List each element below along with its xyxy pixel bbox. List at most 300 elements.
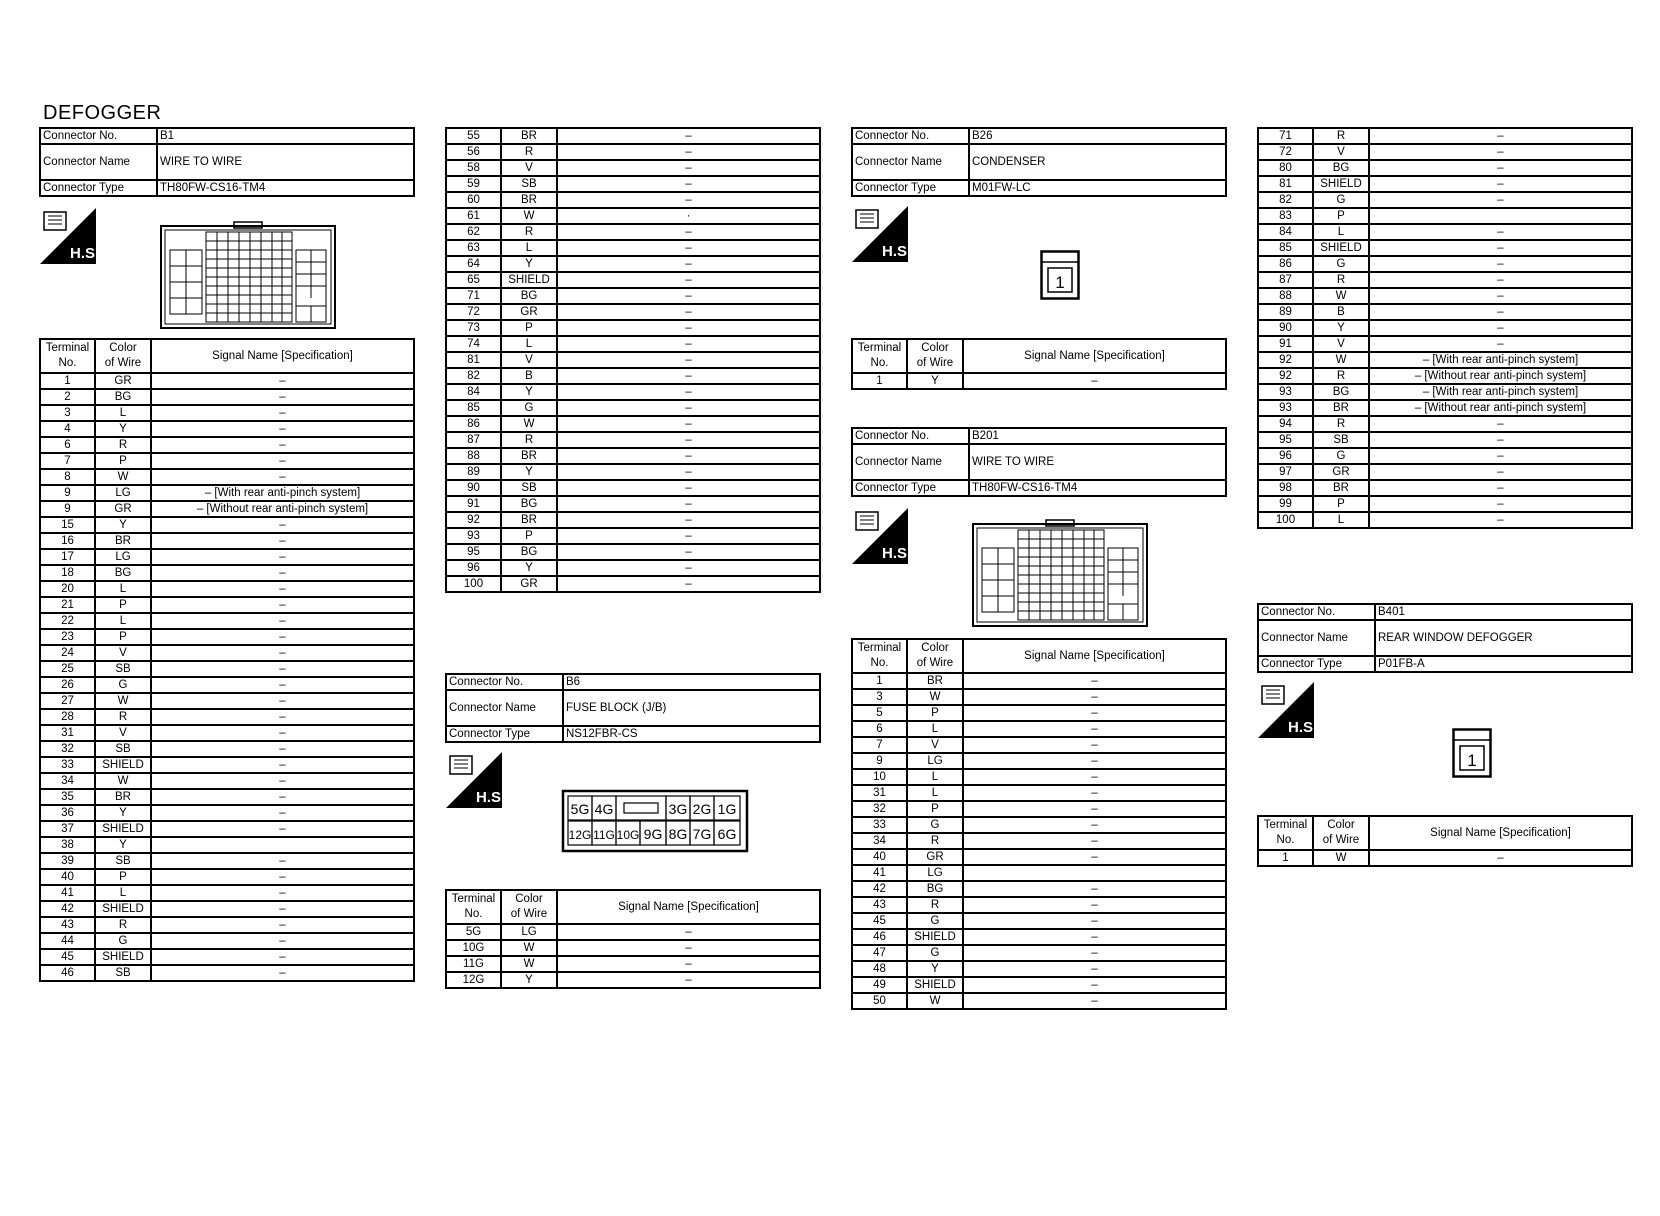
- terminal-no-cell: 3: [40, 405, 95, 421]
- wire-color-cell: R: [95, 709, 151, 725]
- wire-color-cell: BR: [95, 533, 151, 549]
- wire-color-cell: GR: [95, 373, 151, 389]
- table-row: [40, 709, 414, 725]
- table-row: [1258, 224, 1632, 240]
- wire-color-cell: BR: [501, 512, 557, 528]
- wire-color-cell: Y: [501, 972, 557, 988]
- connector-b1-terminal-table: [39, 338, 415, 982]
- signal-name-cell: –: [151, 549, 414, 565]
- table-row: [40, 373, 414, 389]
- terminal-no-cell: 85: [446, 400, 501, 416]
- connector-name-label: Connector Name: [852, 144, 969, 180]
- wire-color-cell: P: [95, 869, 151, 885]
- wire-color-cell: L: [95, 581, 151, 597]
- wire-color-cell: V: [501, 352, 557, 368]
- fuse-cell: 10G: [616, 828, 640, 842]
- signal-name-cell: –: [151, 629, 414, 645]
- table-row: [446, 192, 820, 208]
- table-row: [40, 805, 414, 821]
- table-row: [446, 256, 820, 272]
- wire-color-cell: V: [501, 160, 557, 176]
- signal-name-cell: –: [557, 576, 820, 592]
- wire-color-cell: SB: [95, 965, 151, 981]
- harness-side-icon: [446, 752, 506, 808]
- terminal-no-cell: 1: [852, 673, 907, 689]
- wire-color-cell: GR: [907, 849, 963, 865]
- table-row: [446, 272, 820, 288]
- table-row: [1258, 208, 1632, 224]
- table-row: [1258, 320, 1632, 336]
- table-row: [40, 453, 414, 469]
- terminal-no-cell: 24: [40, 645, 95, 661]
- table-row: [40, 853, 414, 869]
- table-row: [446, 304, 820, 320]
- terminal-no-cell: 5: [852, 705, 907, 721]
- signal-name-cell: –: [963, 737, 1226, 753]
- terminal-no-cell: 10G: [446, 940, 501, 956]
- table-row: [852, 977, 1226, 993]
- signal-name-cell: ·: [557, 208, 820, 224]
- connector-b26-terminals: [851, 338, 1227, 390]
- wire-color-cell: Y: [1313, 320, 1369, 336]
- signal-name-cell: –: [1369, 320, 1632, 336]
- connector-type-value: TH80FW-CS16-TM4: [157, 180, 414, 196]
- wire-color-cell: R: [1313, 368, 1369, 384]
- table-row: [1258, 448, 1632, 464]
- terminal-no-cell: 40: [40, 869, 95, 885]
- terminal-no-cell: 86: [1258, 256, 1313, 272]
- table-row: [446, 160, 820, 176]
- wire-color-cell: L: [95, 885, 151, 901]
- svg-text:1: 1: [1467, 751, 1477, 770]
- table-row: [446, 368, 820, 384]
- signal-name-cell: –: [151, 709, 414, 725]
- terminal-no-cell: 25: [40, 661, 95, 677]
- signal-name-cell: –: [557, 352, 820, 368]
- signal-name-cell: –: [1369, 304, 1632, 320]
- terminal-no-cell: 31: [852, 785, 907, 801]
- signal-name-cell: –: [557, 224, 820, 240]
- table-row: [40, 901, 414, 917]
- connector-name-value: FUSE BLOCK (J/B): [563, 690, 820, 726]
- signal-name-cell: –: [963, 881, 1226, 897]
- wire-color-cell: R: [1313, 416, 1369, 432]
- table-row: [852, 705, 1226, 721]
- terminal-no-cell: 43: [852, 897, 907, 913]
- table-row: [852, 961, 1226, 977]
- signal-name-cell: –: [151, 741, 414, 757]
- terminal-no-cell: 49: [852, 977, 907, 993]
- signal-name-cell: –: [963, 785, 1226, 801]
- terminal-no-cell: 48: [852, 961, 907, 977]
- wire-color-cell: L: [95, 613, 151, 629]
- wire-color-cell: P: [501, 528, 557, 544]
- terminal-no-cell: 15: [40, 517, 95, 533]
- terminal-no-cell: 85: [1258, 240, 1313, 256]
- signal-name-cell: –: [963, 993, 1226, 1009]
- connector-type-value: TH80FW-CS16-TM4: [969, 480, 1226, 496]
- signal-name-cell: –: [557, 972, 820, 988]
- connector-b401-terminal-table: [1257, 815, 1633, 867]
- table-row: [40, 565, 414, 581]
- wire-color-cell: R: [907, 897, 963, 913]
- table-row: [446, 528, 820, 544]
- wire-color-cell: GR: [1313, 464, 1369, 480]
- wire-color-cell: Y: [501, 560, 557, 576]
- signal-name-cell: –: [151, 565, 414, 581]
- terminal-no-cell: 84: [446, 384, 501, 400]
- signal-name-cell: –: [151, 773, 414, 789]
- table-row: [446, 400, 820, 416]
- table-row: [852, 913, 1226, 929]
- terminal-no-cell: 5G: [446, 924, 501, 940]
- signal-name-cell: – [Without rear anti-pinch system]: [1369, 368, 1632, 384]
- terminal-no-cell: 63: [446, 240, 501, 256]
- terminal-no-cell: 93: [446, 528, 501, 544]
- terminal-no-cell: 9: [852, 753, 907, 769]
- connector-type-label: Connector Type: [852, 180, 969, 196]
- wire-color-cell: P: [95, 453, 151, 469]
- terminal-no-cell: 59: [446, 176, 501, 192]
- signal-name-cell: –: [151, 853, 414, 869]
- terminal-no-cell: 6: [852, 721, 907, 737]
- wire-color-cell: W: [501, 940, 557, 956]
- connector-type-label: Connector Type: [40, 180, 157, 196]
- table-row: [1258, 176, 1632, 192]
- wire-color-cell: W: [1313, 850, 1369, 866]
- table-row: [40, 661, 414, 677]
- wire-color-cell: GR: [95, 501, 151, 517]
- signal-name-cell: –: [151, 421, 414, 437]
- terminal-no-cell: 20: [40, 581, 95, 597]
- column-4: [1257, 127, 1633, 529]
- table-row: [40, 789, 414, 805]
- signal-name-cell: –: [151, 597, 414, 613]
- table-row: [446, 144, 820, 160]
- terminal-no-cell: 58: [446, 160, 501, 176]
- column-1: [39, 127, 415, 197]
- terminal-no-cell: 43: [40, 917, 95, 933]
- wire-color-cell: SB: [95, 741, 151, 757]
- connector-no-value: B6: [563, 674, 820, 690]
- svg-text:H.S.: H.S.: [476, 789, 506, 806]
- table-row: [852, 929, 1226, 945]
- connector-type-value: P01FB-A: [1375, 656, 1632, 672]
- wire-color-cell: L: [501, 336, 557, 352]
- table-row: [40, 741, 414, 757]
- fuse-cell: 12G: [568, 828, 592, 842]
- terminal-no-cell: 96: [446, 560, 501, 576]
- signal-name-cell: –: [1369, 288, 1632, 304]
- connector-no-label: Connector No.: [446, 674, 563, 690]
- terminal-no-cell: 38: [40, 837, 95, 853]
- wire-color-cell: G: [95, 933, 151, 949]
- signal-name-cell: –: [151, 933, 414, 949]
- table-row: [1258, 496, 1632, 512]
- signal-name-cell: –: [557, 480, 820, 496]
- table-row: [1258, 400, 1632, 416]
- wire-color-cell: GR: [501, 304, 557, 320]
- table-row: [40, 517, 414, 533]
- signal-name-cell: –: [1369, 144, 1632, 160]
- wire-color-cell: BR: [501, 448, 557, 464]
- wire-color-cell: BG: [907, 881, 963, 897]
- table-row: [446, 240, 820, 256]
- connector-b1-terminal-table-cont: [445, 127, 821, 593]
- connector-no-value: B401: [1375, 604, 1632, 620]
- signal-name-cell: –: [557, 956, 820, 972]
- table-row: [1258, 464, 1632, 480]
- signal-name-cell: –: [963, 753, 1226, 769]
- signal-name-cell: –: [1369, 240, 1632, 256]
- table-row: [40, 533, 414, 549]
- wire-color-cell: B: [1313, 304, 1369, 320]
- terminal-no-cell: 71: [446, 288, 501, 304]
- wire-color-cell: G: [907, 817, 963, 833]
- terminal-no-cell: 41: [40, 885, 95, 901]
- terminal-table-header: Terminal No. Color of Wire Signal Name [Specification]: [1258, 816, 1632, 850]
- table-row: [1258, 336, 1632, 352]
- terminal-no-cell: 72: [446, 304, 501, 320]
- terminal-no-cell: 81: [1258, 176, 1313, 192]
- table-row: [1258, 256, 1632, 272]
- wire-color-cell: W: [501, 208, 557, 224]
- signal-name-cell: –: [557, 240, 820, 256]
- table-row: [852, 945, 1226, 961]
- table-row: [446, 448, 820, 464]
- wire-color-cell: P: [501, 320, 557, 336]
- table-row: [852, 373, 1226, 389]
- terminal-no-cell: 61: [446, 208, 501, 224]
- signal-name-cell: –: [1369, 192, 1632, 208]
- table-row: [852, 753, 1226, 769]
- wire-color-cell: V: [95, 645, 151, 661]
- terminal-no-cell: 92: [1258, 368, 1313, 384]
- svg-text:1: 1: [1055, 273, 1065, 292]
- signal-name-cell: –: [151, 517, 414, 533]
- terminal-no-cell: 47: [852, 945, 907, 961]
- table-row: [446, 940, 820, 956]
- wire-color-cell: BG: [1313, 160, 1369, 176]
- terminal-no-cell: 72: [1258, 144, 1313, 160]
- terminal-no-cell: 92: [446, 512, 501, 528]
- terminal-no-cell: 74: [446, 336, 501, 352]
- wire-color-cell: SHIELD: [501, 272, 557, 288]
- terminal-no-cell: 12G: [446, 972, 501, 988]
- terminal-no-cell: 40: [852, 849, 907, 865]
- wire-color-cell: G: [1313, 256, 1369, 272]
- connector-name-value: WIRE TO WIRE: [969, 444, 1226, 480]
- wire-color-cell: Y: [501, 384, 557, 400]
- wire-color-cell: V: [95, 725, 151, 741]
- signal-name-cell: –: [963, 673, 1226, 689]
- terminal-no-cell: 1: [852, 373, 907, 389]
- table-row: [40, 677, 414, 693]
- terminal-no-cell: 56: [446, 144, 501, 160]
- wire-color-cell: SHIELD: [95, 949, 151, 965]
- table-row: [446, 384, 820, 400]
- fuse-cell: 11G: [593, 828, 615, 842]
- connector-b26: [851, 127, 1227, 197]
- signal-name-cell: –: [557, 128, 820, 144]
- signal-name-cell: –: [557, 272, 820, 288]
- signal-name-cell: –: [963, 945, 1226, 961]
- signal-name-cell: –: [151, 757, 414, 773]
- wire-color-cell: Y: [501, 256, 557, 272]
- wire-color-cell: W: [95, 773, 151, 789]
- table-row: [40, 725, 414, 741]
- table-row: [852, 881, 1226, 897]
- connector-b6-header: [445, 673, 821, 743]
- connector-type-label: Connector Type: [1258, 656, 1375, 672]
- signal-name-cell: –: [151, 469, 414, 485]
- fuse-block-face-icon: [562, 790, 748, 852]
- signal-name-cell: –: [151, 885, 414, 901]
- connector-b201-terminal-table: [851, 638, 1227, 1010]
- table-row: [852, 721, 1226, 737]
- signal-name-cell: –: [963, 373, 1226, 389]
- fuse-cell: 6G: [717, 826, 737, 842]
- wire-color-cell: SHIELD: [907, 929, 963, 945]
- fuse-cell: 2G: [692, 801, 712, 817]
- wire-color-cell: BG: [501, 496, 557, 512]
- signal-name-cell: –: [963, 961, 1226, 977]
- signal-name-cell: – [With rear anti-pinch system]: [151, 485, 414, 501]
- wire-color-cell: BR: [501, 192, 557, 208]
- terminal-no-cell: 36: [40, 805, 95, 821]
- table-row: [1258, 144, 1632, 160]
- terminal-no-cell: 81: [446, 352, 501, 368]
- table-row: [1258, 272, 1632, 288]
- harness-side-icon: [852, 508, 912, 564]
- terminal-no-cell: 83: [1258, 208, 1313, 224]
- signal-name-cell: –: [557, 320, 820, 336]
- fuse-cell: 5G: [570, 801, 590, 817]
- wire-color-cell: BG: [501, 544, 557, 560]
- table-row: [852, 673, 1226, 689]
- terminal-no-cell: 2: [40, 389, 95, 405]
- table-row: [1258, 512, 1632, 528]
- signal-name-cell: –: [963, 977, 1226, 993]
- connector-no-value: B1: [157, 128, 414, 144]
- wire-color-cell: V: [1313, 336, 1369, 352]
- terminal-no-cell: 9: [40, 485, 95, 501]
- wire-color-cell: LG: [907, 753, 963, 769]
- terminal-no-cell: 4: [40, 421, 95, 437]
- table-row: [852, 833, 1226, 849]
- table-row: [446, 924, 820, 940]
- table-row: [1258, 304, 1632, 320]
- wire-color-cell: R: [95, 437, 151, 453]
- wire-color-cell: W: [907, 993, 963, 1009]
- terminal-no-cell: 21: [40, 597, 95, 613]
- terminal-no-cell: 37: [40, 821, 95, 837]
- signal-name-cell: –: [151, 725, 414, 741]
- table-row: [40, 645, 414, 661]
- table-row: [40, 837, 414, 853]
- terminal-no-cell: 73: [446, 320, 501, 336]
- wire-color-cell: P: [1313, 496, 1369, 512]
- terminal-no-cell: 88: [446, 448, 501, 464]
- table-row: [446, 176, 820, 192]
- wire-color-cell: P: [95, 597, 151, 613]
- terminal-no-cell: 84: [1258, 224, 1313, 240]
- connector-b401-terminals: [1257, 815, 1633, 867]
- signal-name-cell: –: [151, 677, 414, 693]
- fuse-cell: 1G: [717, 801, 737, 817]
- connector-b6-terminals: [445, 889, 821, 989]
- wire-color-cell: Y: [907, 373, 963, 389]
- terminal-no-cell: 10: [852, 769, 907, 785]
- signal-name-cell: –: [557, 512, 820, 528]
- signal-name-cell: –: [963, 897, 1226, 913]
- table-row: [446, 224, 820, 240]
- signal-name-cell: –: [151, 965, 414, 981]
- connector-b201-terminal-table-cont: [1257, 127, 1633, 529]
- terminal-no-cell: 7: [852, 737, 907, 753]
- signal-name-cell: [1369, 208, 1632, 224]
- table-row: [1258, 352, 1632, 368]
- connector-type-label: Connector Type: [446, 726, 563, 742]
- column-2: [445, 127, 821, 593]
- signal-name-cell: –: [1369, 496, 1632, 512]
- signal-name-cell: –: [557, 560, 820, 576]
- terminal-no-cell: 33: [40, 757, 95, 773]
- wire-color-cell: R: [907, 833, 963, 849]
- signal-name-cell: –: [963, 817, 1226, 833]
- terminal-no-cell: 99: [1258, 496, 1313, 512]
- signal-name-cell: –: [557, 464, 820, 480]
- signal-name-cell: –: [1369, 850, 1632, 866]
- signal-name-cell: – [Without rear anti-pinch system]: [1369, 400, 1632, 416]
- terminal-no-cell: 39: [40, 853, 95, 869]
- terminal-no-cell: 11G: [446, 956, 501, 972]
- table-row: [40, 469, 414, 485]
- table-row: [852, 897, 1226, 913]
- terminal-no-cell: 35: [40, 789, 95, 805]
- connector-name-label: Connector Name: [1258, 620, 1375, 656]
- column-1-terminals: [39, 338, 415, 982]
- wire-color-cell: LG: [501, 924, 557, 940]
- signal-name-cell: –: [151, 373, 414, 389]
- table-row: [1258, 850, 1632, 866]
- table-row: [1258, 128, 1632, 144]
- connector-no-label: Connector No.: [852, 428, 969, 444]
- wire-color-cell: G: [1313, 448, 1369, 464]
- signal-name-cell: [151, 837, 414, 853]
- terminal-no-cell: 95: [446, 544, 501, 560]
- signal-name-cell: –: [963, 833, 1226, 849]
- wire-color-cell: SB: [501, 480, 557, 496]
- table-row: [40, 917, 414, 933]
- signal-name-cell: –: [151, 437, 414, 453]
- signal-name-cell: –: [151, 917, 414, 933]
- fuse-cell: 7G: [692, 826, 712, 842]
- terminal-no-cell: 87: [446, 432, 501, 448]
- table-row: [446, 972, 820, 988]
- connector-name-value: REAR WINDOW DEFOGGER: [1375, 620, 1632, 656]
- wire-color-cell: BG: [95, 389, 151, 405]
- terminal-no-cell: 46: [852, 929, 907, 945]
- wire-color-cell: R: [1313, 128, 1369, 144]
- table-row: [852, 801, 1226, 817]
- connector-b201-header: [851, 427, 1227, 497]
- table-row: [40, 821, 414, 837]
- terminal-no-cell: 7: [40, 453, 95, 469]
- table-row: [40, 869, 414, 885]
- table-row: [446, 208, 820, 224]
- wire-color-cell: V: [1313, 144, 1369, 160]
